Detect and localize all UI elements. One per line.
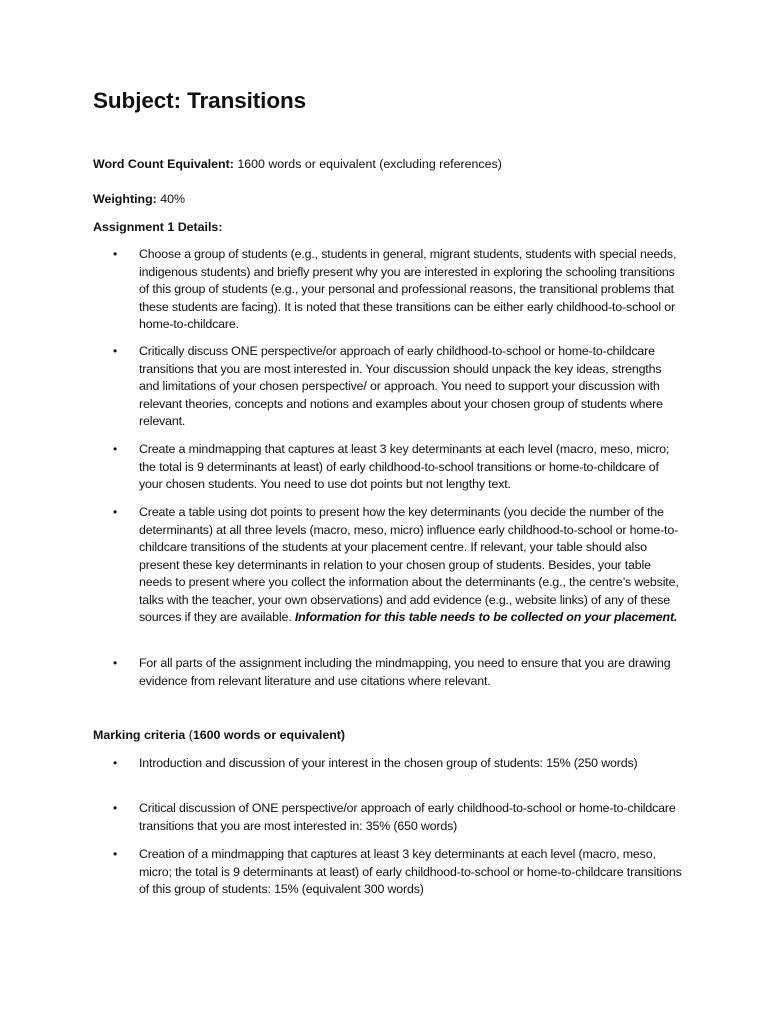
bullet-icon: • (113, 344, 118, 358)
word-count-label: Word Count Equivalent: (93, 157, 234, 171)
list-item (93, 504, 683, 627)
list-item-text: Critically discuss ONE perspective/or approach of early childhood-to-school or home-to-childcare transitions that you are most interested in. Your discussion should unpack the key ideas, strengths and limitations of your chosen perspective/ or approach. You need to support your discussion with relevant theories, concepts and notions and examples about your chosen group of students where relevant. (139, 344, 663, 428)
weighting-label: Weighting: (93, 192, 157, 206)
list-item (93, 441, 683, 494)
emphasis-text: Information for this table needs to be collected on your placement. (294, 610, 678, 624)
bullet-icon: • (113, 847, 118, 861)
list-item (93, 755, 683, 773)
list-item (93, 800, 683, 835)
bullet-icon: • (113, 801, 118, 815)
bullet-icon: • (113, 247, 118, 261)
details-heading: Assignment 1 Details: (93, 220, 223, 234)
list-item (93, 343, 683, 431)
list-item-text: Choose a group of students (e.g., students in general, migrant students, students with special needs, indigenous students) and briefly present why you are interested in exploring the schooling transitions of this group of students (e.g., your personal and professional reasons, the transitional problems that these students are facing). It is noted that these transitions can be either early childhood-to-school or home-to-childcare. (139, 247, 677, 331)
list-item (93, 846, 683, 899)
bullet-icon: • (113, 656, 118, 670)
page-title: Subject: Transitions (93, 88, 307, 113)
list-item (93, 655, 683, 690)
list-item-text: Creation of a mindmapping that captures at least 3 key determinants at each level (macro, meso, micro; the total is 9 determinants at least) of early childhood-to-school or home-to-childcare transitions of this group of students: 15% (equivalent 300 words) (139, 847, 682, 896)
weighting-line (93, 191, 185, 209)
weighting-value: 40% (156, 192, 186, 206)
bullet-icon: • (113, 505, 118, 519)
list-item (93, 246, 683, 334)
word-count-line (93, 156, 502, 174)
word-count-value: 1600 words or equivalent (excluding references) (233, 157, 502, 171)
bullet-icon: • (113, 442, 118, 456)
list-item-text: Critical discussion of ONE perspective/or approach of early childhood-to-school or home-to-childcare transitions that you are most interested in: 35% (650 words) (139, 801, 676, 833)
list-item-text: Create a mindmapping that captures at least 3 key determinants at each level (macro, meso, micro; the total is 9 determinants at least) of early childhood-to-school transitions or home-to-childcare of your chosen students. You need to use dot points but not lengthy text. (139, 442, 670, 491)
list-item-text: For all parts of the assignment including the mindmapping, you need to ensure that you are drawing evidence from relevant literature and use citations where relevant. (139, 656, 671, 688)
bullet-icon: • (113, 756, 118, 770)
marking-heading: Marking criteria (1600 words or equivalent) (93, 728, 346, 742)
list-item-text: Introduction and discussion of your interest in the chosen group of students: 15% (250 words) (139, 756, 638, 770)
list-item-text: Create a table using dot points to present how the key determinants (you decide the number of the determinants) at all three levels (macro, meso, micro) influence early childhood-to-school or home-to-childcare transitions of the students at your placement centre. If relevant, your table should also present these key determinants in relation to your chosen group of students. Besides, your table needs to present where you collect the information about the determinants (e.g., the centre’s website, talks with the teacher, your own observations) and add evidence (e.g., website links) of any of these sources if they are available. Information for this table needs to be collected on your placement. (139, 505, 679, 624)
